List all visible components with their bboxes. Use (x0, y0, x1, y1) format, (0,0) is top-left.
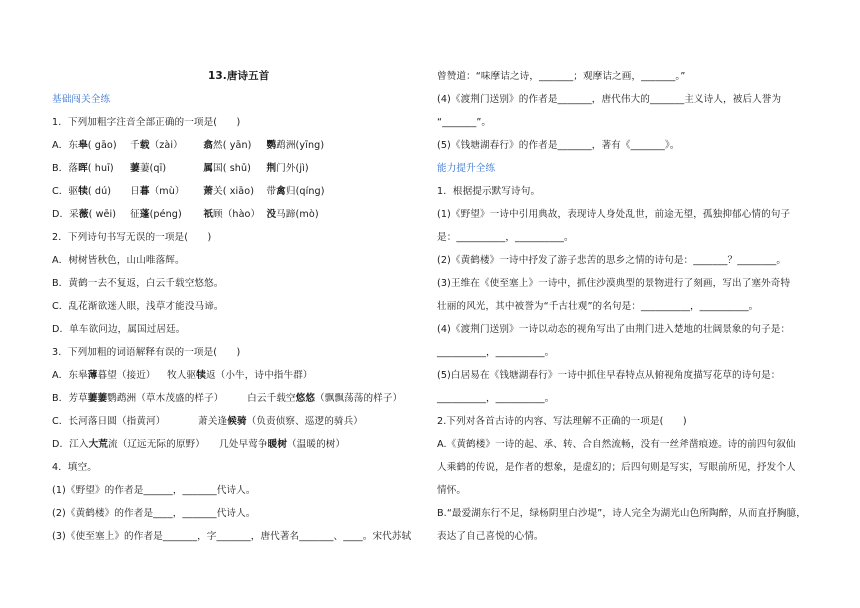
q2-option-b: B．黄鹤一去不复返，白云千载空悠悠。 (52, 278, 224, 289)
q4-item-1: (1)《野望》的作者是______，_______代诗人。 (52, 485, 256, 496)
q4-item-4-continued: “_______”。 (437, 117, 492, 128)
q1-option-a: A．东皋( gāo) 千载（zài） 翕然( yān) 鹦鹉洲(yīng) (52, 140, 325, 151)
r1-item-2: (2)《黄鹤楼》一诗中抒发了游子悲苦的思乡之情的诗句是：_______？________。 (437, 255, 787, 266)
q2-option-c: C．乱花渐欲迷人眼，浅草才能没马谛。 (52, 301, 224, 312)
q1-option-c: C．驱犊( dú) 日暮（mù） 萧关( xiāo) 带禽归(qíng) (52, 186, 325, 197)
r2-option-b-line2: 表达了自己喜悦的心情。 (437, 531, 544, 542)
section-heading-basic: 基础闯关全练 (52, 94, 111, 105)
r1-item-1-continued: 是：__________，__________。 (437, 232, 574, 243)
r1-item-4-continued: __________，__________。 (437, 347, 555, 358)
q4-item-3: (3)《使至塞上》的作者是_______，字_______，唐代著名_______、____。宋代苏轼 (52, 531, 412, 542)
r2-option-b: B.“最爱湖东行不足，绿杨阴里白沙堤”，诗人完全为湖光山色所陶醉，从而直抒胸臆， (437, 508, 806, 519)
q1-option-b: B．落晖( huī) 萋萋(qī) 属国( shǔ) 荆门外(jì) (52, 163, 309, 174)
r2-option-a: A.《黄鹤楼》一诗的起、承、转、合自然流畅，没有一丝斧凿痕迹。诗的前四句叙仙 (437, 439, 796, 450)
question-3: 3．下列加粗的词语解释有误的一项是( ) (52, 347, 241, 358)
question-4: 4．填空。 (52, 462, 97, 473)
q4-item-2: (2)《黄鹤楼》的作者是____，_______代诗人。 (52, 508, 256, 519)
q3-option-a: A．东皋薄暮望（接近） 牧人驱犊返（小牛，诗中指牛群） (52, 370, 313, 381)
r1-item-3: (3)王维在《使至塞上》一诗中，抓住沙漠典型的景物进行了刻画，写出了塞外奇特 (437, 278, 791, 289)
q2-option-d: D．单车欲问边，属国过居廷。 (52, 324, 186, 335)
q4-item-3-continued: 曾赞道：“味摩诘之诗，_______；观摩诘之画，_______。” (437, 71, 686, 82)
section-heading-advanced: 能力提升全练 (437, 163, 496, 174)
q4-item-5: (5)《钱塘湖春行》的作者是_______，著有《_______》。 (437, 140, 680, 151)
r2-option-a-line2: 人乘鹤的传说，是作者的想象，是虚幻的；后四句则是写实，写眼前所见，抒发个人 (437, 462, 796, 473)
q3-option-b: B．芳草萋萋鹦鹉洲（草木茂盛的样子） 白云千载空悠悠（飘飘荡荡的样子） (52, 393, 403, 404)
r2-option-a-line3: 情怀。 (437, 485, 467, 496)
q3-option-d: D．江入大荒流（辽远无际的原野） 几处早莺争暖树（温暖的树） (52, 439, 346, 450)
question-r1: 1．根据提示默写诗句。 (437, 186, 541, 197)
r1-item-3-continued: 壮丽的风光，其中被誉为“千古壮观”的名句是：__________，__________。 (437, 301, 759, 312)
r1-item-5: (5)白居易在《钱塘湖春行》一诗中抓住早春特点从俯视角度描写花草的诗句是： (437, 370, 781, 381)
lesson-title: 13.唐诗五首 (208, 70, 270, 82)
q3-option-c: C．长河落日圆（指黄河） 萧关逢候骑（负责侦察、巡逻的骑兵） (52, 416, 363, 427)
q1-option-d: D．采薇( wēi) 征蓬(péng) 祇顾（hào） 没马蹄(mò) (52, 209, 319, 220)
r1-item-5-continued: __________，__________。 (437, 393, 555, 404)
q4-item-4: (4)《渡荆门送别》的作者是_______，唐代伟大的_______主义诗人，被后人誉为 (437, 94, 782, 105)
r1-item-1: (1)《野望》一诗中引用典故，表现诗人身处乱世，前途无望，孤独抑郁心情的句子 (437, 209, 791, 220)
question-1: 1．下列加粗字注音全部正确的一项是( ) (52, 117, 241, 128)
question-2: 2．下列诗句书写无误的一项是( ) (52, 232, 212, 243)
question-r2: 2.下列对各首古诗的内容、写法理解不正确的一项是( ) (437, 416, 687, 427)
r1-item-4: (4)《渡荆门送别》一诗以动态的视角写出了由荆门进入楚地的壮阔景象的句子是： (437, 324, 791, 335)
q2-option-a: A．树树皆秋色，山山唯落辉。 (52, 255, 185, 266)
